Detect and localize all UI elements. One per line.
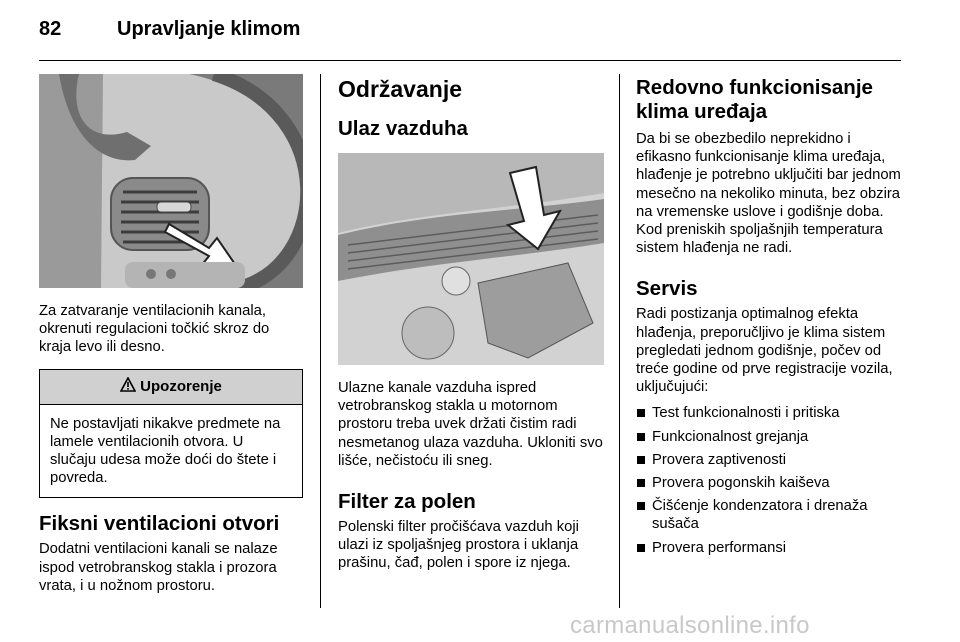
warning-header [40, 370, 302, 405]
air-intake-photo [338, 153, 604, 365]
list-item: Čišćenje kondenzatora i drenaža sušača [636, 497, 906, 533]
warning-triangle-icon [120, 377, 136, 396]
warning-text: Ne postavljati nikakve predmete na lamele ventilacionih otvora. U slučaju udesa može doći do štete i povreda. [50, 415, 281, 487]
service-text: Radi postizanja optimalnog efekta hlađenja, preporučljivo je klima sistem pregledati jednom godišnje, počev od treće godine od prve registracije vozila, uključujući: [636, 306, 893, 396]
service-checklist [636, 404, 906, 556]
fixed-vents-heading: Fiksni ventilacioni otvori [39, 512, 280, 536]
vent-photo [39, 74, 303, 288]
bullet-square-icon [637, 502, 645, 510]
bullet-square-icon [637, 433, 645, 441]
page-number: 82 [39, 18, 62, 40]
warning-title: Upozorenje [140, 378, 222, 396]
column-left [39, 74, 303, 595]
column-divider-left [320, 74, 321, 608]
warning-box [39, 369, 303, 499]
page-title: Upravljanje klimom [117, 18, 301, 40]
maintenance-heading: Održavanje [338, 76, 462, 102]
bullet-square-icon [637, 409, 645, 417]
bullet-square-icon [637, 479, 645, 487]
pollen-filter-text: Polenski filter pročišćava vazduh koji ulazi iz spoljašnjeg prostora i uklanja prašinu, čađ, polen i spore iz njega. [338, 519, 579, 572]
column-middle [338, 74, 604, 573]
list-item: Provera pogonskih kaiševa [636, 474, 906, 492]
list-item: Test funkcionalnosti i pritiska [636, 404, 906, 422]
bullet-square-icon [637, 456, 645, 464]
list-item: Provera performansi [636, 539, 906, 557]
column-right [636, 74, 906, 562]
regular-operation-heading: Redovno funkcionisanje klima uređaja [636, 76, 873, 123]
watermark: carmanualsonline.info [570, 612, 810, 639]
pollen-filter-heading: Filter za polen [338, 490, 476, 514]
bullet-square-icon [637, 544, 645, 552]
air-intake-text: Ulazne kanale vazduha ispred vetrobranskog stakla u motornom prostoru treba uvek držati čistim radi nesmetanog ulaza vazduha. Ukloniti svo lišće, nečistoću ili sneg. [338, 380, 603, 469]
list-item: Funkcionalnost grejanja [636, 428, 906, 446]
air-intake-heading: Ulaz vazduha [338, 117, 468, 140]
service-heading: Servis [636, 277, 698, 301]
header-rule [39, 60, 901, 61]
vent-caption: Za zatvaranje ventilacionih kanala, okrenuti regulacioni točkić skroz do kraja levo ili desno. [39, 303, 270, 356]
list-item: Provera zaptivenosti [636, 451, 906, 469]
column-divider-right [619, 74, 620, 608]
regular-operation-text: Da bi se obezbedilo neprekidno i efikasno funkcionisanje klima uređaja, hlađenje je potrebno uključiti bar jednom mesečno na nekoliko minuta, bez obzira na vremenske uslove i godišnje doba. Kod preniskih spoljašnjih temperatura sistem hlađenja ne radi. [636, 131, 901, 257]
fixed-vents-text: Dodatni ventilacioni kanali se nalaze ispod vetrobranskog stakla i prozora vrata, i u nožnom prostoru. [39, 541, 278, 594]
